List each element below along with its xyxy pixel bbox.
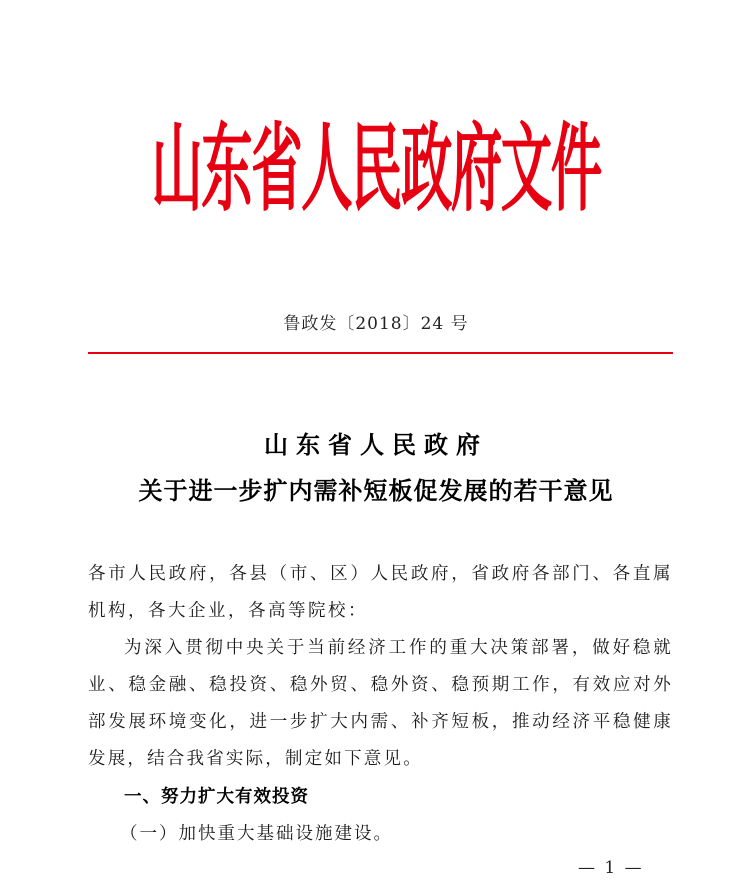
- masthead-title-text: 山东省人民政府文件: [151, 111, 601, 225]
- masthead-title: [0, 108, 752, 228]
- section-heading: 一、努力扩大有效投资: [124, 787, 309, 807]
- document-title-line-1: 山东省人民政府: [264, 430, 488, 459]
- addressee-paragraph: 各市人民政府，各县（市、区）人民政府，省政府各部门、各直属机构，各大企业，各高等院校：: [88, 564, 673, 621]
- document-number: 鲁政发〔2018〕24 号: [283, 314, 469, 334]
- document-title-line-2: 关于进一步扩内需补短板促发展的若干意见: [138, 476, 614, 505]
- subsection-heading: （一）加快重大基础设施建设。: [120, 824, 393, 844]
- red-divider-line: [88, 352, 673, 354]
- intro-paragraph: 为深入贯彻中央关于当前经济工作的重大决策部署，做好稳就业、稳金融、稳投资、稳外贸、稳外资、稳预期工作，有效应对外部发展环境变化，进一步扩大内需、补齐短板，推动经济平稳健康发展，结合我省实际，制定如下意见。: [88, 638, 673, 769]
- page-number: — 1 —: [578, 858, 644, 878]
